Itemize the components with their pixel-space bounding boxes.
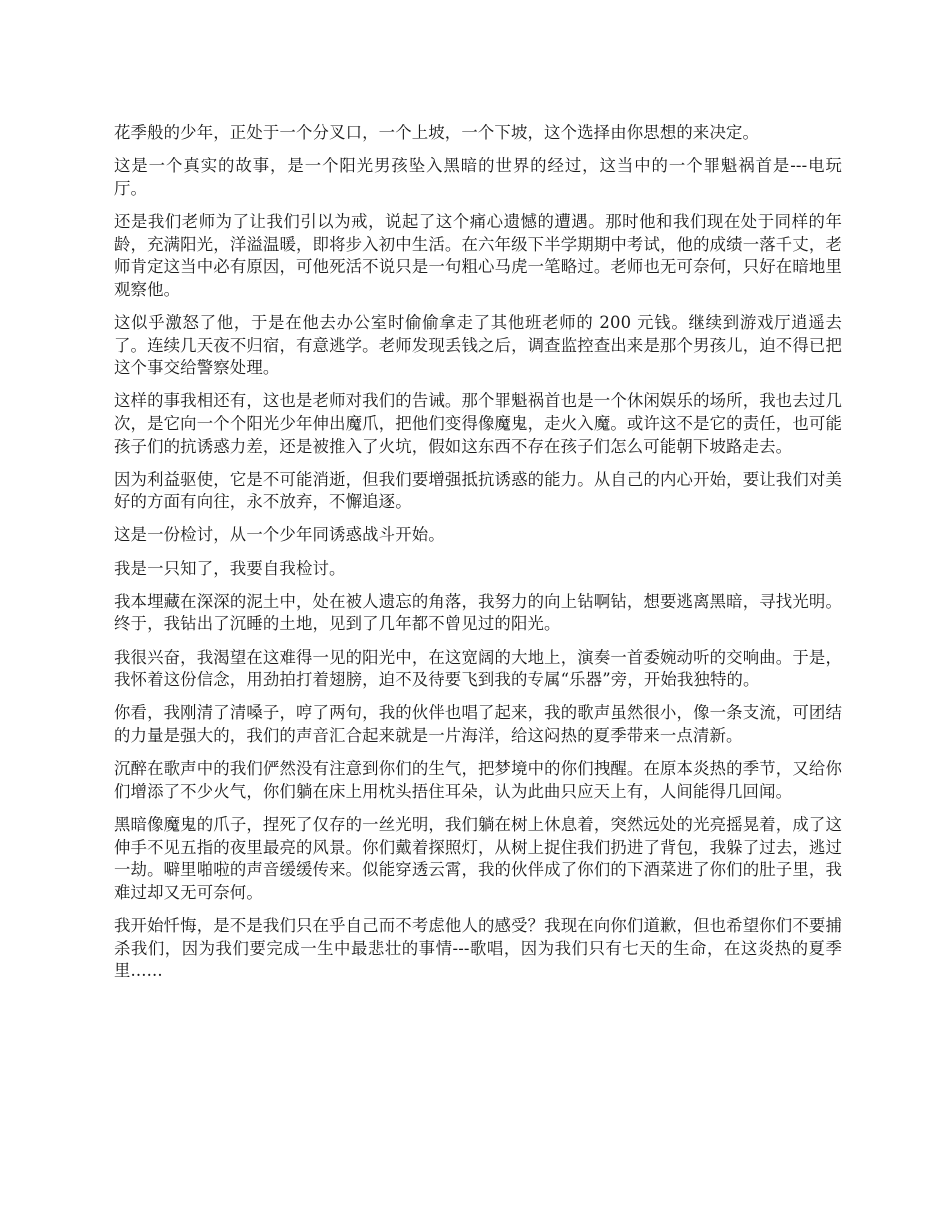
paragraph-4: 这似乎激怒了他，于是在他去办公室时偷偷拿走了其他班老师的 200 元钱。继续到游戏厅逍遥去了。连续几天夜不归宿，有意逃学。老师发现丢钱之后，调查监控查出来是那个男孩儿，迫不得已把这个事交给警察处理。 bbox=[114, 312, 842, 378]
paragraph-14: 我开始忏悔，是不是我们只在乎自己而不考虑他人的感受？我现在向你们道歉，但也希望你们不要捕杀我们，因为我们要完成一生中最悲壮的事情---歌唱，因为我们只有七天的生命，在这炎热的夏季里...... bbox=[114, 915, 842, 981]
paragraph-3: 还是我们老师为了让我们引以为戒，说起了这个痛心遗憾的遭遇。那时他和我们现在处于同样的年龄，充满阳光，洋溢温暖，即将步入初中生活。在六年级下半学期期中考试，他的成绩一落千丈，老师肯定这当中必有原因，可他死活不说只是一句粗心马虎一笔略过。老师也无可奈何，只好在暗地里观察他。 bbox=[114, 211, 842, 299]
paragraph-9: 我本埋藏在深深的泥土中，处在被人遗忘的角落，我努力的向上钻啊钻，想要逃离黑暗，寻找光明。终于，我钻出了沉睡的土地，见到了几年都不曾见过的阳光。 bbox=[114, 591, 842, 634]
paragraph-2: 这是一个真实的故事，是一个阳光男孩坠入黑暗的世界的经过，这当中的一个罪魁祸首是---电玩厅。 bbox=[114, 156, 842, 198]
paragraph-12: 沉醉在歌声中的我们俨然没有注意到你们的生气，把梦境中的你们拽醒。在原本炎热的季节，又给你们增添了不少火气，你们躺在床上用枕头捂住耳朵，认为此曲只应天上有，人间能得几回闻。 bbox=[114, 759, 842, 801]
paragraph-1: 花季般的少年，正处于一个分叉口，一个上坡，一个下坡，这个选择由你思想的来决定。 bbox=[114, 123, 760, 142]
paragraph-8: 我是一只知了，我要自我检讨。 bbox=[114, 558, 346, 578]
paragraph-13: 黑暗像魔鬼的爪子，捏死了仅存的一丝光明，我们躺在树上休息着，突然远处的光亮摇晃着，成了这伸手不见五指的夜里最亮的风景。你们戴着探照灯，从树上捉住我们扔进了背包，我躲了过去，逃过一劫。噼里啪啦的声音缓缓传来。似能穿透云霄，我的伙伴成了你们的下酒菜进了你们的肚子里，我难过却又无可奈何。 bbox=[114, 814, 842, 902]
paragraph-6: 因为利益驱使，它是不可能消逝，但我们要增强抵抗诱惑的能力。从自己的内心开始，要让我们对美好的方面有向往，永不放弃，不懈追逐。 bbox=[114, 469, 842, 512]
paragraph-5: 这样的事我相还有，这也是老师对我们的告诫。那个罪魁祸首也是一个休闲娱乐的场所，我也去过几次，是它向一个个阳光少年伸出魔爪，把他们变得像魔鬼，走火入魔。或许这不是它的责任，也可能孩子们的抗诱惑力差，还是被推入了火坑，假如这东西不存在孩子们怎么可能朝下坡路走去。 bbox=[114, 391, 842, 456]
document-body bbox=[114, 122, 842, 993]
paragraph-10: 我很兴奋，我渴望在这难得一见的阳光中，在这宽阔的大地上，演奏一首委婉动听的交响曲。于是，我怀着这份信念，用劲拍打着翅膀，迫不及待要飞到我的专属“乐器”旁，开始我独特的。 bbox=[114, 647, 842, 690]
paragraph-11: 你看，我刚清了清嗓子，哼了两句，我的伙伴也唱了起来，我的歌声虽然很小，像一条支流，可团结的力量是强大的，我们的声音汇合起来就是一片海洋，给这闷热的夏季带来一点清新。 bbox=[114, 703, 842, 745]
paragraph-7: 这是一份检讨，从一个少年同诱惑战斗开始。 bbox=[114, 525, 445, 545]
